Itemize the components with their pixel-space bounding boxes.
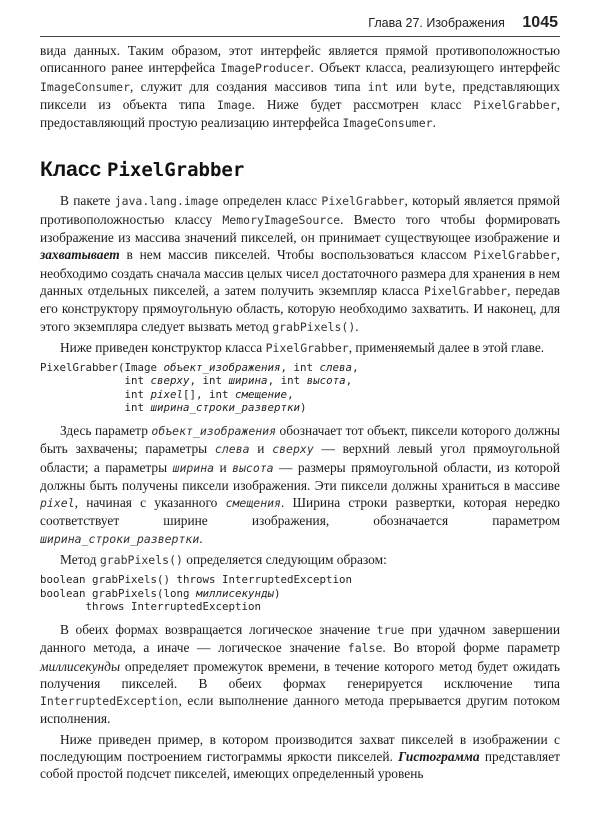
paragraph-7: Ниже приведен пример, в котором производится захват пикселей в изображении с последующим построением гистограммы яркости пикселей. Гистограмма представляет собой простой подсчет пикселей, имеющих определенный уровень [40,731,560,782]
header-rule [40,36,560,37]
paragraph-3: Ниже приведен конструктор класса PixelGrabber, применяемый далее в этой главе. [60,339,545,355]
paragraph-2: В пакете java.lang.image определен класс PixelGrabber, который является прямой противоположностью классу MemoryImageSource. Вместо того чтобы формировать изображение из массива значений пикселей, он принимает существующее изображение и захватывает в нем массив пикселей. Чтобы воспользоваться классом PixelGrabber, необходимо создать сначала массив целых чисел достаточного размера для хранения в нем данных отдельных пикселей, а затем получить экземпляр класса PixelGrabber, передав его конструктору прямоугольную область, которую необходимо захватить. И наконец, для этого экземпляра следует вызвать метод grabPixels(). [40,193,560,334]
code-listing-constructor: PixelGrabber(Image объект_изображения, int слева, int сверху, int ширина, int высота, int pixel[], int смещение, int ширина_строки_развертки) [40,361,359,414]
paragraph-4: Здесь параметр объект_изображения обозначает тот объект, пиксели которого должны быть захвачены; параметры слева и сверху — верхний левый угол прямоугольной области; а параметры ширина и высота — размеры прямоугольной области, из которой должны быть получены пиксели изображения. Эти пиксели должны храниться в массиве pixel, начиная с указанного смещения. Ширина строки развертки, которая нередко соответствует ширине изображения, обозначается параметром ширина_строки_развертки. [40,422,560,546]
page-body [40,42,560,786]
code-listing-grabpixels: boolean grabPixels() throws InterruptedException boolean grabPixels(long миллисекунды) throws InterruptedException [40,573,353,613]
section-heading: Класс PixelGrabber [40,158,245,182]
paragraph-1: вида данных. Таким образом, этот интерфейс является прямой противоположностью описанного ранее интерфейса ImageProducer. Объект класса, реализующего интерфейс ImageConsumer, служит для создания массивов типа int или byte, представляющих пиксели из объекта типа Image. Ниже будет рассмотрен класс PixelGrabber, предоставляющий простую реализацию интерфейса ImageConsumer. [40,43,560,131]
running-header [368,14,558,32]
page-number: 1045 [522,14,558,31]
paragraph-6: В обеих формах возвращается логическое значение true при удачном завершении данного метода, а иначе — логическое значение false. Во второй форме параметр миллисекунды определяет промежуток времени, в течение которого метод будет ожидать получения пикселей. В обеих формах генерируется исключение типа InterruptedException, если выполнение данного метода прерывается другим потоком исполнения. [40,621,561,727]
paragraph-5: Метод grabPixels() определяется следующим образом: [60,552,387,568]
chapter-title: Глава 27. Изображения [368,16,505,30]
